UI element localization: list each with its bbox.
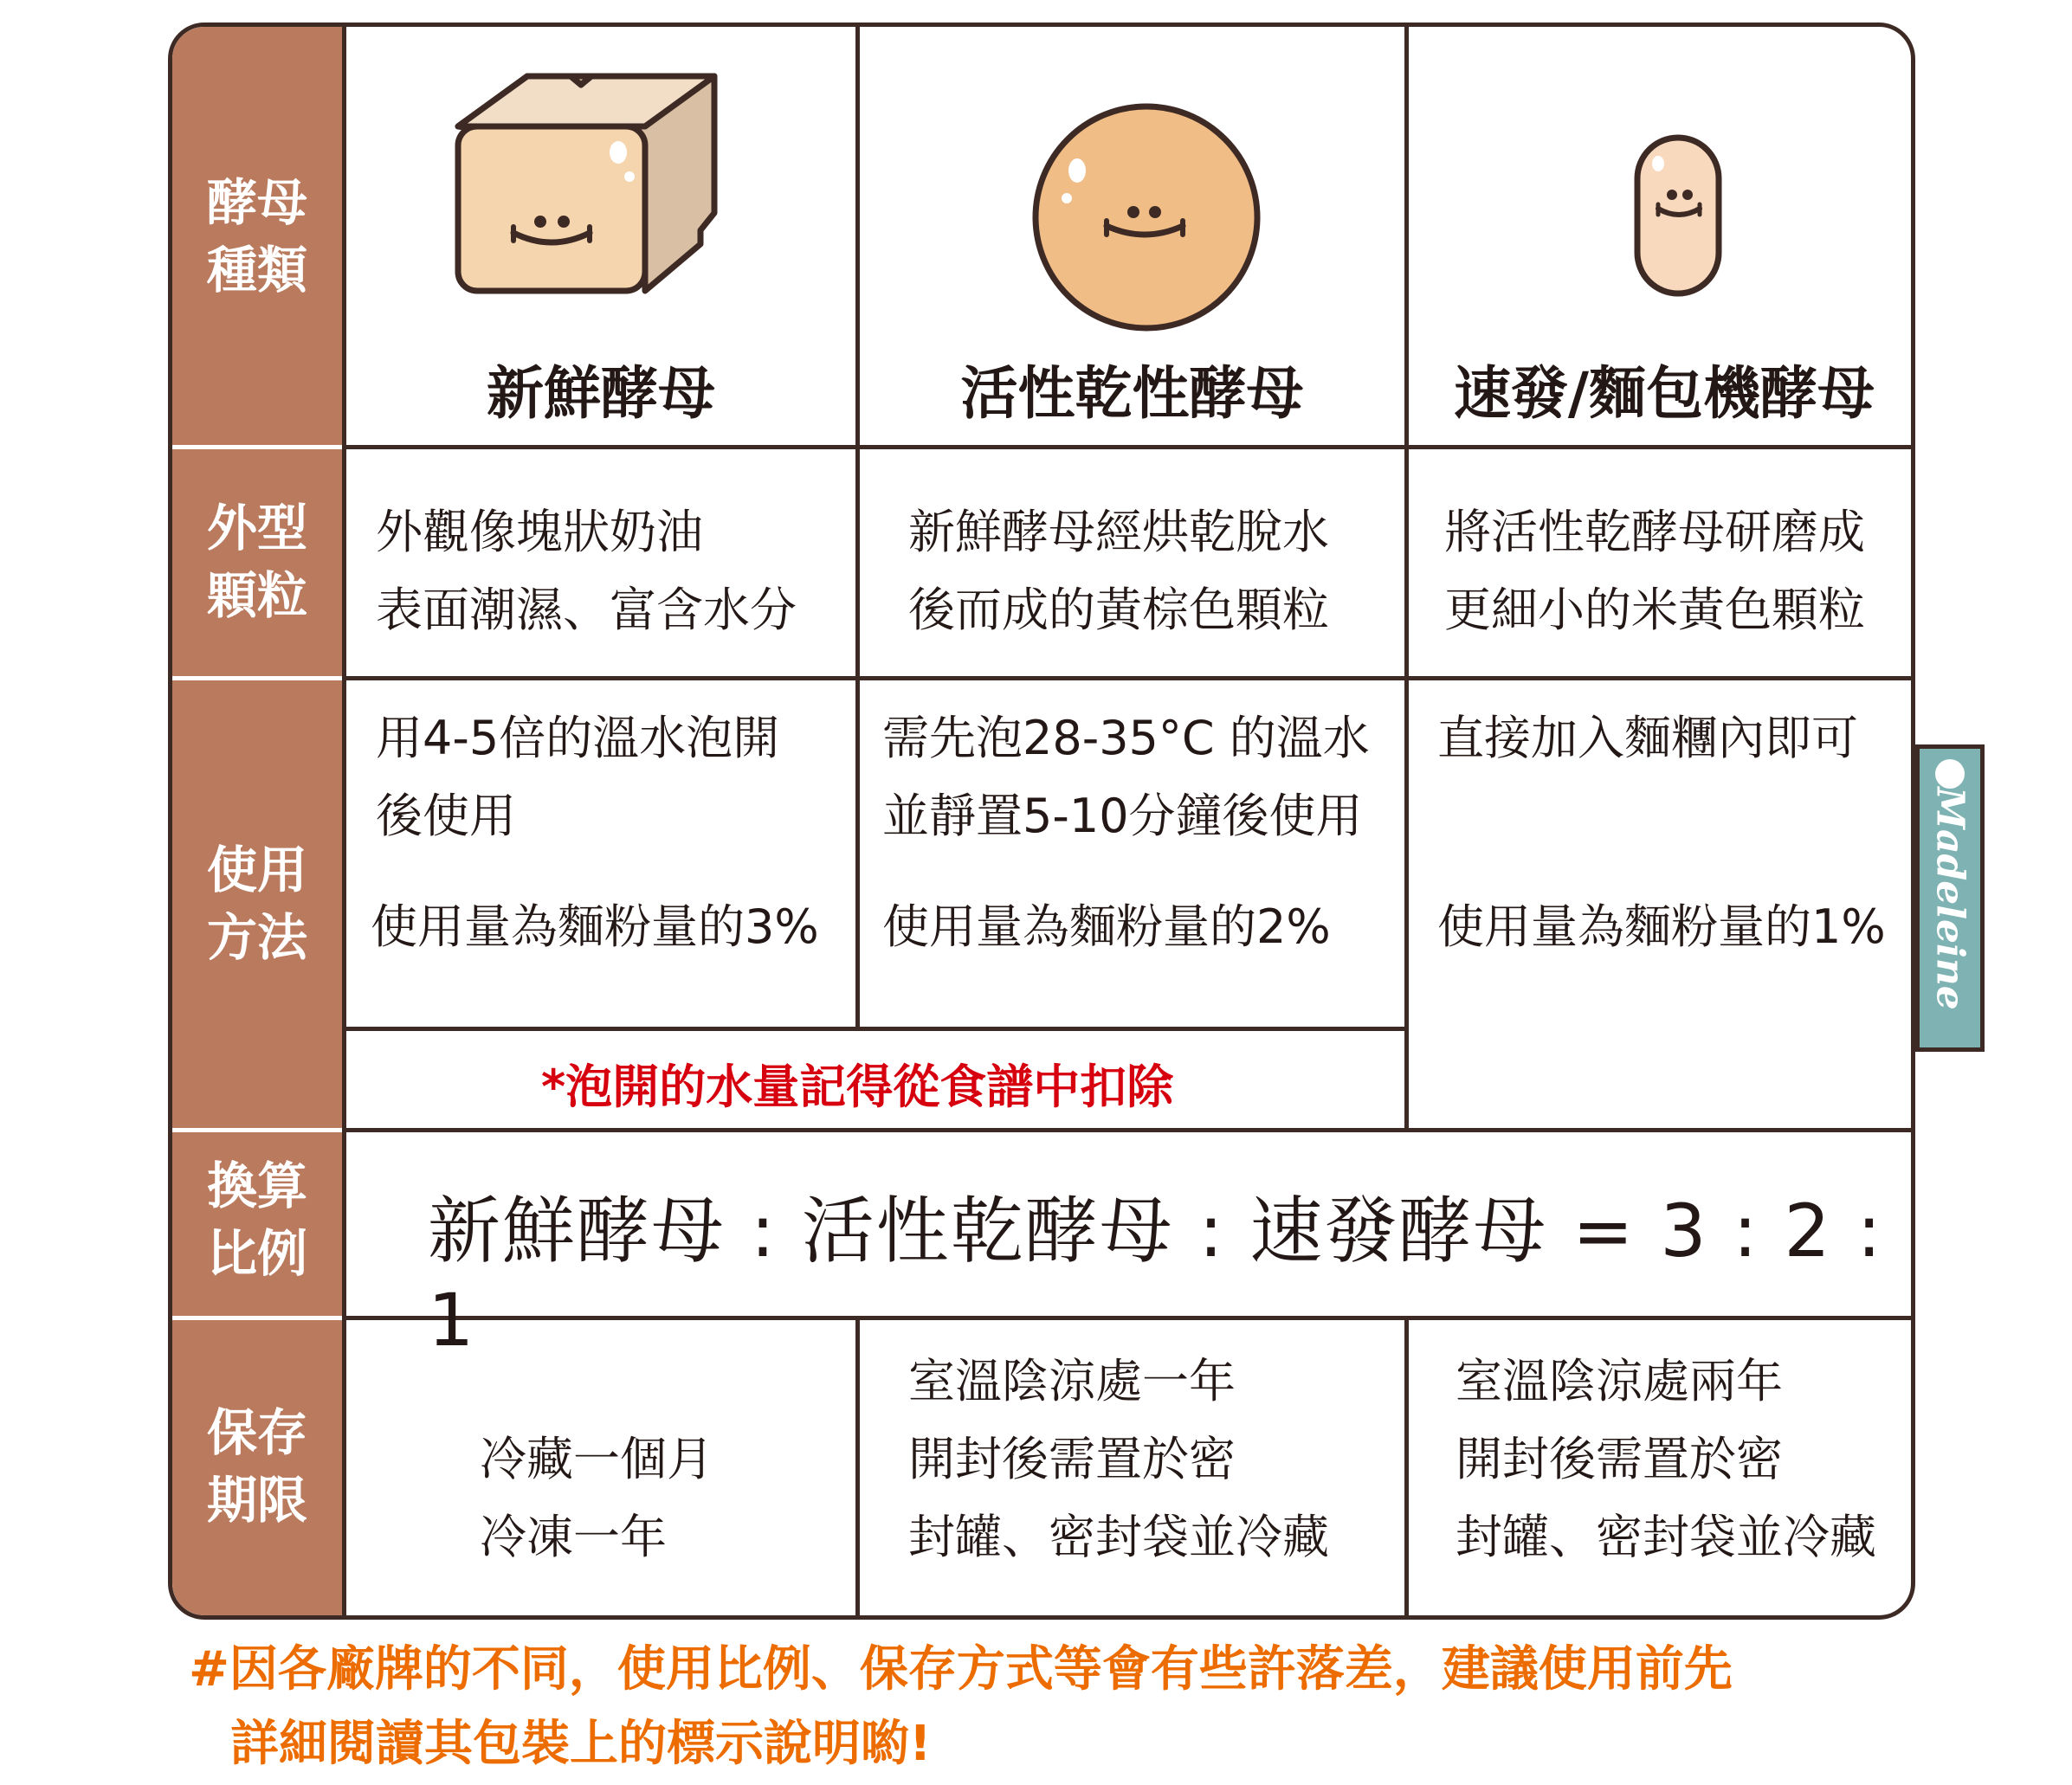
usage-amount-instant: 使用量為麵粉量的1%: [1437, 899, 1886, 954]
usage-method-instant: 直接加入麵糰內即可: [1437, 711, 1858, 765]
brand-name: Madeleine: [1927, 786, 1972, 1010]
shape-instant: 將活性乾酵母研磨成 更細小的米黃色顆粒: [1444, 505, 1865, 637]
row-label-ratio: 換算 比例: [206, 1157, 307, 1283]
shell-icon: [1935, 759, 1965, 789]
row-label-storage: 保存 期限: [206, 1403, 307, 1530]
usage-amount-fresh: 使用量為麵粉量的3%: [371, 899, 819, 954]
shape-fresh: 外觀像塊狀奶油 表面潮濕、富含水分: [376, 505, 797, 637]
row-label-type: 酵母 種類: [206, 173, 307, 300]
divider: [172, 1128, 342, 1132]
divider: [342, 27, 346, 1615]
column-title-fresh: 新鮮酵母: [487, 360, 715, 427]
fresh-yeast-cube-icon: [441, 66, 744, 334]
footer-line-1: #因各廠牌的不同，使用比例、保存方式等會有些許落差，建議使用前先: [189, 1641, 1733, 1698]
storage-instant: 室溫陰涼處兩年 開封後需置於密 封罐、密封袋並冷藏: [1456, 1354, 1876, 1564]
usage-note: *泡開的水量記得從食譜中扣除: [541, 1060, 1174, 1114]
divider: [1404, 27, 1409, 1132]
yeast-comparison-table: [168, 23, 1915, 1620]
shape-active-dry: 新鮮酵母經烘乾脫水 後而成的黃棕色顆粒: [908, 505, 1329, 637]
usage-method-active-dry: 需先泡28-35°C 的溫水 並靜置5-10分鐘後使用: [882, 711, 1370, 843]
row-label-usage: 使用 方法: [206, 841, 307, 967]
divider: [342, 676, 1911, 680]
column-title-active-dry: 活性乾性酵母: [960, 360, 1304, 427]
usage-method-fresh: 用4-5倍的溫水泡開 後使用: [376, 711, 780, 843]
divider: [172, 676, 342, 680]
divider: [855, 27, 860, 1027]
divider: [172, 1316, 342, 1320]
brand-tab: [1915, 744, 1985, 1052]
conversion-ratio: 新鮮酵母 : 活性乾酵母 : 速發酵母 = 3 : 2 : 1: [428, 1189, 1883, 1363]
divider: [342, 445, 1911, 449]
divider: [172, 445, 342, 449]
storage-active-dry: 室溫陰涼處一年 開封後需置於密 封罐、密封袋並冷藏: [908, 1354, 1329, 1564]
usage-amount-active-dry: 使用量為麵粉量的2%: [882, 899, 1331, 954]
active-dry-yeast-ball-icon: [1025, 96, 1268, 338]
storage-fresh: 冷藏一個月 冷凍一年: [480, 1432, 713, 1564]
instant-yeast-capsule-icon: [1627, 131, 1731, 304]
column-title-instant: 速發/麵包機酵母: [1453, 360, 1875, 427]
divider: [342, 1027, 1409, 1031]
footer-line-2: 詳細閱讀其包裝上的標示說明喲!: [230, 1716, 932, 1772]
row-label-shape: 外型 顆粒: [206, 499, 307, 625]
divider: [342, 1128, 1911, 1132]
